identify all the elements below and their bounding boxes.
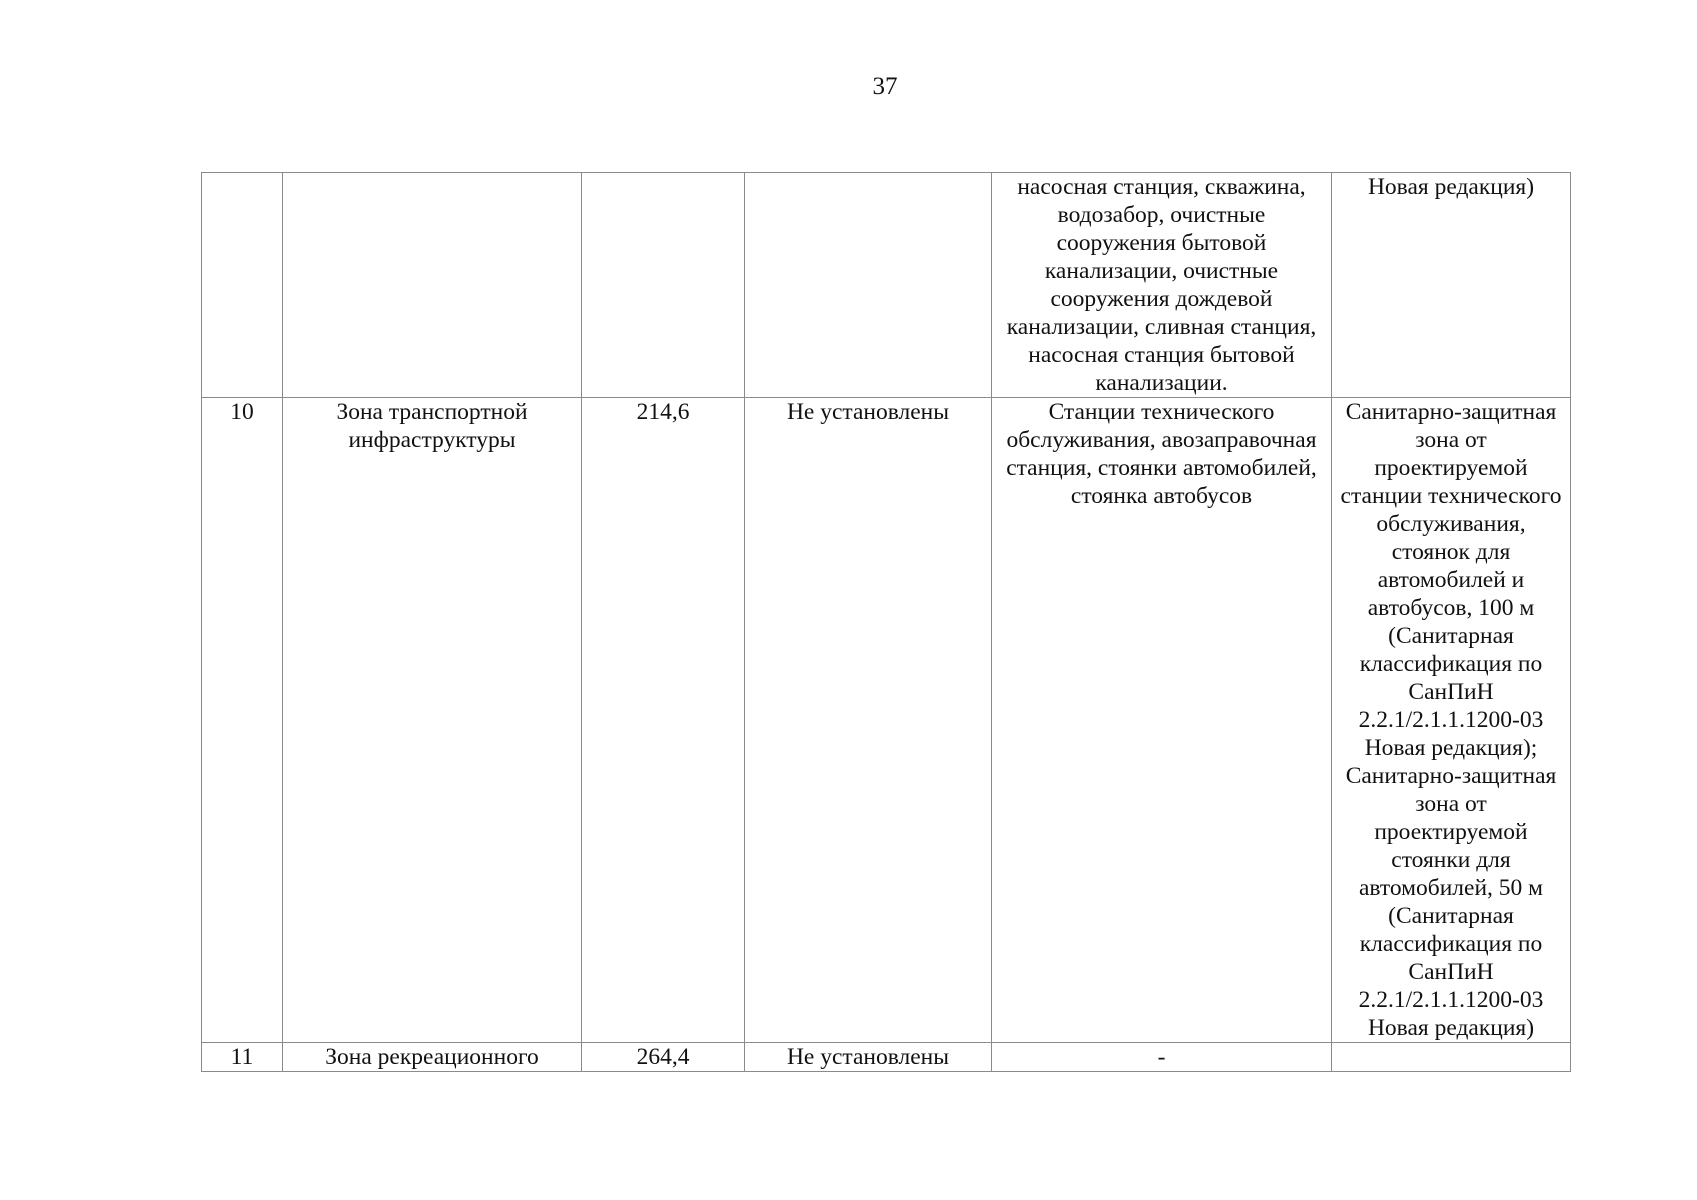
cell-restrictions: Не установлены [745,1043,992,1072]
cell-sanitary-zone [1332,1043,1571,1072]
cell-area [582,173,745,398]
cell-number [202,173,283,398]
table-row [202,1043,1571,1072]
cell-area: 264,4 [582,1043,745,1072]
cell-area: 214,6 [582,398,745,1043]
cell-restrictions [745,173,992,398]
table-row [202,398,1571,1043]
page-number: 37 [872,73,898,100]
cell-sanitary-zone: Санитарно-защитная зона от проектируемой станции технического обслуживания, стоянок для автомобилей и автобусов, 100 м (Санитарная классификация по СанПиН 2.2.1/2.1.1.1200-03 Новая редакция); Санитарно-защитная зона от проектируемой стоянки для автомобилей, 50 м (Санитарная классификация по СанПиН 2.2.1/2.1.1.1200-03 Новая редакция) [1332,398,1571,1043]
cell-number: 10 [202,398,283,1043]
cell-objects: насосная станция, скважина, водозабор, очистные сооружения бытовой канализации, очистные сооружения дождевой канализации, сливная станция, насосная станция бытовой канализации. [992,173,1332,398]
cell-number: 11 [202,1043,283,1072]
cell-zone-name [283,173,582,398]
cell-objects: - [992,1043,1332,1072]
cell-zone-name: Зона рекреационного [283,1043,582,1072]
cell-objects: Станции технического обслуживания, авозаправочная станция, стоянки автомобилей, стоянка автобусов [992,398,1332,1043]
cell-sanitary-zone: Новая редакция) [1332,173,1571,398]
cell-restrictions: Не установлены [745,398,992,1043]
table-row [202,173,1571,398]
cell-zone-name: Зона транспортной инфраструктуры [283,398,582,1043]
zones-table [201,172,1571,1072]
